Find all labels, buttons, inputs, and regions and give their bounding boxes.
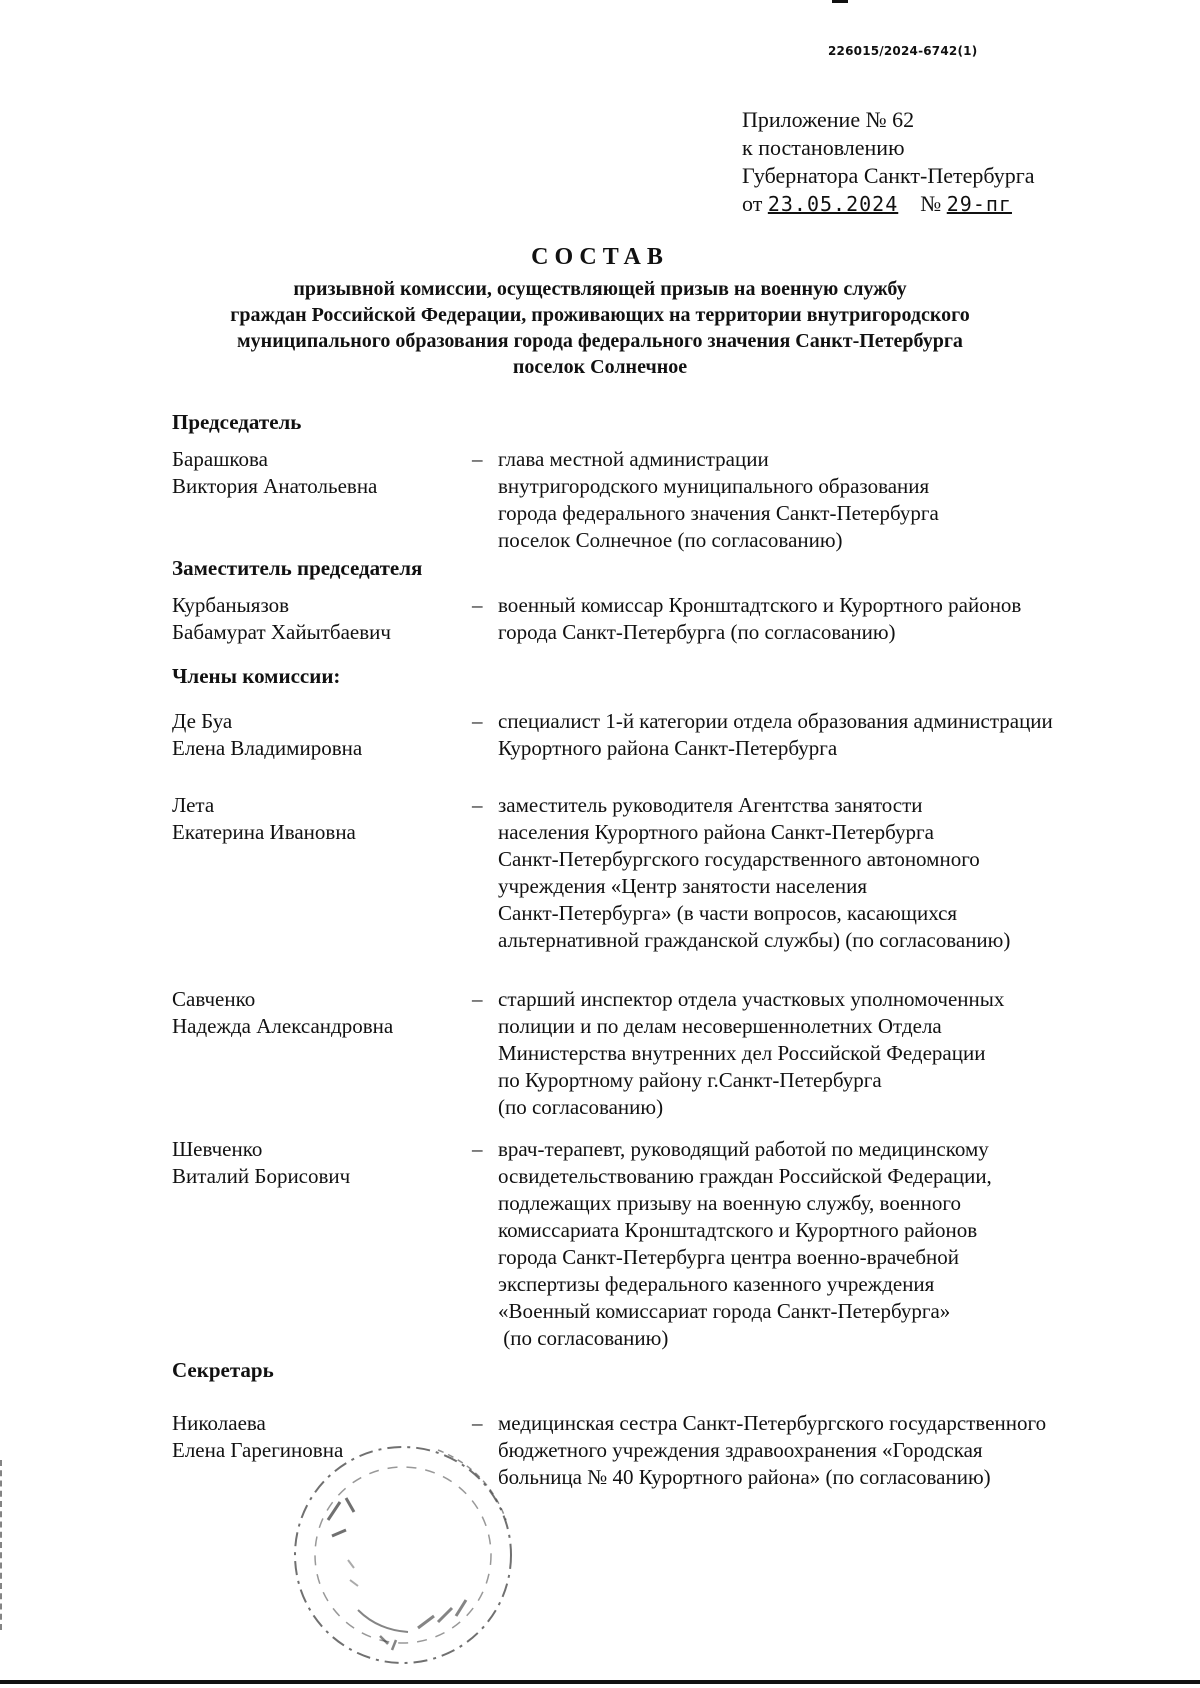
role-line: города федерального значения Санкт-Петербурга — [498, 501, 939, 525]
document-subtitle — [120, 276, 1080, 380]
member-role — [498, 446, 1200, 554]
member-surname: Шевченко — [172, 1137, 263, 1161]
role-line: города Санкт-Петербурга центра военно-врачебной — [498, 1245, 960, 1269]
member-name — [172, 1136, 472, 1190]
scan-mark — [832, 0, 848, 3]
role-line: полиции и по делам несовершеннолетних Отдела — [498, 1014, 942, 1038]
member-role — [498, 592, 1200, 646]
document-id: 226015/2024-6742(1) — [828, 44, 978, 58]
member-given-name: Виталий Борисович — [172, 1164, 351, 1188]
role-line: населения Курортного района Санкт-Петербурга — [498, 820, 934, 844]
dash: – — [472, 987, 483, 1011]
member-role — [498, 1410, 1200, 1491]
scan-bottom-rule — [0, 1680, 1200, 1684]
role-line: освидетельствованию граждан Российской Федерации, — [498, 1164, 992, 1188]
role-line: «Военный комиссариат города Санкт-Петербурга» — [498, 1299, 951, 1323]
member-surname: Николаева — [172, 1411, 266, 1435]
member-role — [498, 986, 1200, 1121]
role-line: экспертизы федерального казенного учреждения — [498, 1272, 935, 1296]
member-name — [172, 592, 472, 646]
role-line: военный комиссар Кронштадтского и Курортного районов — [498, 593, 1022, 617]
member-surname: Курбаныязов — [172, 593, 290, 617]
member-name — [172, 708, 472, 762]
subtitle-line: муниципального образования города федерального значения Санкт-Петербурга — [237, 330, 963, 352]
role-line: медицинская сестра Санкт-Петербургского государственного — [498, 1411, 1047, 1435]
role-line: больница № 40 Курортного района» (по согласованию) — [498, 1465, 991, 1489]
dash: – — [472, 793, 483, 817]
role-line: внутригородского муниципального образования — [498, 474, 930, 498]
role-line: подлежащих призыву на военную службу, военного — [498, 1191, 961, 1215]
annex-block — [742, 106, 1035, 218]
member-given-name: Елена Гарегиновна — [172, 1438, 344, 1462]
role-line: Курортного района Санкт-Петербурга — [498, 736, 838, 760]
role-line: врач-терапевт, руководящий работой по медицинскому — [498, 1137, 989, 1161]
member-role — [498, 792, 1200, 954]
number-value: 29-пг — [946, 192, 1012, 216]
round-seal-icon — [288, 1440, 518, 1670]
role-line: поселок Солнечное (по согласованию) — [498, 528, 843, 552]
role-line: комиссариата Кронштадтского и Курортного районов — [498, 1218, 978, 1242]
subtitle-line: поселок Солнечное — [512, 356, 688, 378]
dash: – — [472, 1411, 483, 1435]
member-name — [172, 792, 472, 846]
member-surname: Де Буа — [172, 709, 233, 733]
dash: – — [472, 709, 483, 733]
member-surname: Барашкова — [172, 447, 268, 471]
section-secretary: Секретарь — [172, 1358, 274, 1382]
role-line: (по согласованию) — [498, 1326, 669, 1350]
section-chairman: Председатель — [172, 410, 302, 434]
role-line: Санкт-Петербургского государственного автономного — [498, 847, 980, 871]
subtitle-line: граждан Российской Федерации, проживающих на территории внутригородского — [230, 304, 970, 326]
role-line: учреждения «Центр занятости населения — [498, 874, 868, 898]
annex-date-line — [742, 190, 1035, 218]
scan-edge-artifact — [0, 1460, 6, 1630]
role-line: Санкт-Петербурга» (в части вопросов, касающихся — [498, 901, 958, 925]
dash: – — [472, 593, 483, 617]
member-given-name: Виктория Анатольевна — [172, 474, 378, 498]
annex-line-2: к постановлению — [742, 135, 905, 160]
dash: – — [472, 1137, 483, 1161]
member-given-name: Елена Владимировна — [172, 736, 363, 760]
dash: – — [472, 447, 483, 471]
role-line: по Курортному району г.Санкт-Петербурга — [498, 1068, 882, 1092]
role-line: специалист 1-й категории отдела образования администрации — [498, 709, 1053, 733]
annex-line-1: Приложение № 62 — [742, 107, 915, 132]
role-line: города Санкт-Петербурга (по согласованию) — [498, 620, 896, 644]
member-given-name: Екатерина Ивановна — [172, 820, 356, 844]
member-role — [498, 708, 1200, 762]
role-line: Министерства внутренних дел Российской Федерации — [498, 1041, 986, 1065]
member-name — [172, 986, 472, 1040]
role-line: глава местной администрации — [498, 447, 769, 471]
subtitle-line: призывной комиссии, осуществляющей призыв на военную службу — [293, 278, 907, 300]
member-name — [172, 446, 472, 500]
date-prefix: от — [742, 191, 763, 216]
member-given-name: Надежда Александровна — [172, 1014, 394, 1038]
role-line: заместитель руководителя Агентства занятости — [498, 793, 923, 817]
member-surname: Лета — [172, 793, 215, 817]
role-line: (по согласованию) — [498, 1095, 664, 1119]
document-title: СОСТАВ — [531, 244, 669, 270]
role-line: альтернативной гражданской службы) (по согласованию) — [498, 928, 1011, 952]
role-line: старший инспектор отдела участковых уполномоченных — [498, 987, 1005, 1011]
member-role — [498, 1136, 1200, 1352]
number-prefix: № — [920, 191, 942, 216]
member-given-name: Бабамурат Хайытбаевич — [172, 620, 391, 644]
date-value: 23.05.2024 — [767, 192, 899, 216]
role-line: бюджетного учреждения здравоохранения «Городская — [498, 1438, 983, 1462]
section-members: Члены комиссии: — [172, 664, 341, 688]
member-surname: Савченко — [172, 987, 256, 1011]
section-deputy: Заместитель председателя — [172, 556, 423, 580]
annex-line-3: Губернатора Санкт-Петербурга — [742, 163, 1035, 188]
